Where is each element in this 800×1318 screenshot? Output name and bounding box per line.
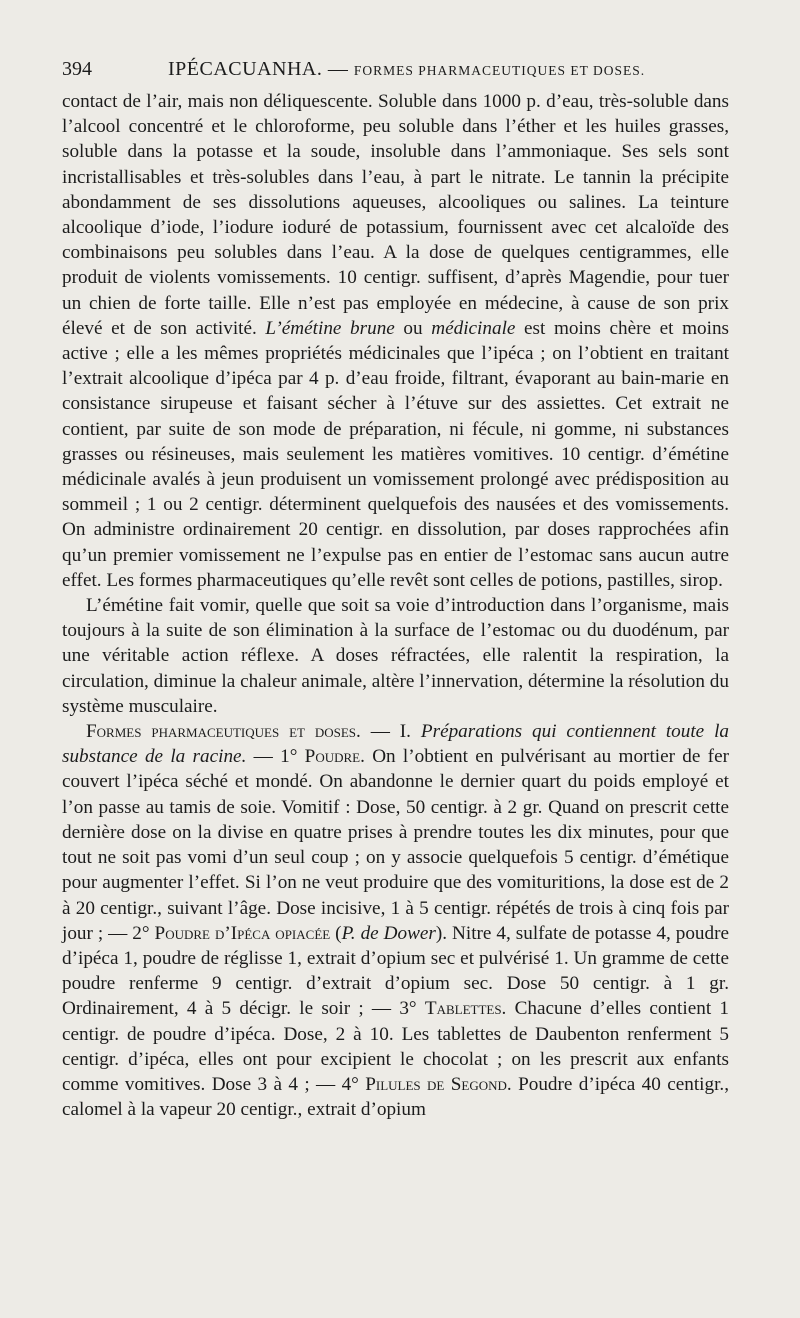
text-run: On l’obtient en pulvérisant au mortier de fer couvert l’ipéca séché et mondé. On abandonne le dernier quart du poids employé et l’on passe au tamis de soie. Vomitif : Dose, 50 centigr. à 2 gr. Quand on prescrit cette dernière dose on la divise en quatre prises à prendre toutes les dix minutes, pour que tout ne soit pas vomi d’un seul coup ; on y associe quelquefois 5 centigr. d’émétique pour augmenter l’effet. Si l’on ne veut produire que des vomituritions, la dose est de 2 à 20 centigr., suivant l’âge. Dose incisive, 1 à 5 centigr. répétés de trois à cinq fois par jour ; — 2° (62, 746, 729, 944)
italic-run: médicinale (431, 317, 516, 339)
page-number: 394 (62, 58, 92, 80)
running-header (62, 58, 760, 84)
running-title-subtitle: FORMES PHARMACEUTIQUES ET DOSES. (353, 63, 646, 78)
running-title-main: IPÉCACUANHA. (168, 58, 323, 80)
text-run: ). Nitre 4, sulfate de potasse 4, poudre d’ipéca 1, poudre de réglisse 1, extrait d’opium sec et pulvérisé 1. Un gramme de cette poudre renferme 9 centigr. d’extrait d’opium sec. Dose 50 centigr. à 1 gr. Ordinairement, 4 à 5 décigr. le soir ; — 3° (62, 922, 730, 1020)
paragraph-emetine-properties (62, 89, 729, 593)
text-run: L’émétine fait vomir, quelle que soit sa voie d’introduction dans l’organisme, mais toujours à la suite de son élimination à la surface de l’estomac ou du duodénum, par une véritable action réflexe. A doses réfractées, elle ralentit la respiration, la circulation, diminue la chaleur animale, altère l’innervation, détermine la résolution du système musculaire. (62, 595, 729, 717)
italic-run: Préparations qui contiennent toute la substance de la racine. (62, 721, 730, 768)
text-run: Poudre d’ipéca 40 centigr., calomel à la vapeur 20 centigr., extrait d’opium (62, 1073, 729, 1121)
text-run: Chacune d’elles contient 1 centigr. de poudre d’ipéca. Dose, 2 à 10. Les tablettes de Daubenton renferment 5 centigr. d’ipéca, elles ont pour excipient le chocolat ; on les prescrit aux enfants comme vomitives. Dose 3 à 4 ; — 4° (62, 998, 729, 1095)
running-title-dash: — (327, 58, 349, 80)
preparation-heading: Poudre d’Ipéca opiacée (154, 922, 331, 944)
text-run: contact de l’air, mais non déliquescente. Soluble dans 1000 p. d’eau, très-soluble dans l’alcool concentré et le chloroforme, peu soluble dans l’éther et les huiles grasses, soluble dans la potasse et la soude, insoluble dans l’ammoniaque. Ses sels sont incristallisables et très-solubles dans l’eau, à part le nitrate. Le tannin la précipite abondamment de ses dissolutions aqueuses, alcooliques ou salines. La teinture alcoolique d’iode, l’iodure ioduré de potassium, fournissent avec cet alcaloïde des combinaisons peu solubles dans l’eau. A la dose de quelques centigrammes, elle produit de violents vomissements. 10 centigr. suffisent, d’après Magendie, pour tuer un chien de forte taille. Elle n’est pas employée en médecine, à cause de son prix élevé et de son activité. (62, 91, 729, 339)
text-run: ( (330, 922, 342, 944)
italic-run: L’émétine brune (265, 317, 395, 339)
preparation-heading: Tablettes. (424, 998, 507, 1020)
body-text (62, 89, 729, 1122)
section-heading: Formes pharmaceutiques et doses. (86, 721, 361, 743)
text-run: — I. (360, 721, 421, 743)
paragraph-pharmaceutical-forms (62, 719, 729, 1122)
text-run: est moins chère et moins active ; elle a les mêmes propriétés médicinales que l’ipéca ; on l’obtient en traitant l’extrait alcoolique d’ipéca par 4 p. d’eau froide, filtrant, évaporant au bain-marie en consistance sirupeuse et faisant sécher à l’étuve sur des assiettes. Cet extrait ne contient, par suite de son mode de préparation, ni fécule, ni gomme, ni substances grasses ou résineuses, mais seulement les matières vomitives. 10 centigr. d’émétine médicinale avalés à jeun produisent un vomissement prolongé avec prédisposition au sommeil ; 1 ou 2 centigr. déterminent quelquefois des nausées et des vomissements. On administre ordinairement 20 centigr. en dissolution, par doses rapprochées afin qu’un premier vomissement ne l’expulse pas en entier de l’estomac sans aucun autre effet. Les formes pharmaceutiques qu’elle revêt sont celles de potions, pastilles, sirop. (62, 317, 730, 591)
preparation-heading: Pilules de Segond. (365, 1073, 512, 1095)
text-run: — 1° (246, 746, 305, 768)
text-run: ou (394, 317, 432, 339)
preparation-heading: Poudre. (304, 746, 365, 768)
italic-run: P. de Dower (341, 922, 436, 944)
paragraph-emetine-action (62, 593, 729, 719)
running-title (168, 58, 645, 81)
